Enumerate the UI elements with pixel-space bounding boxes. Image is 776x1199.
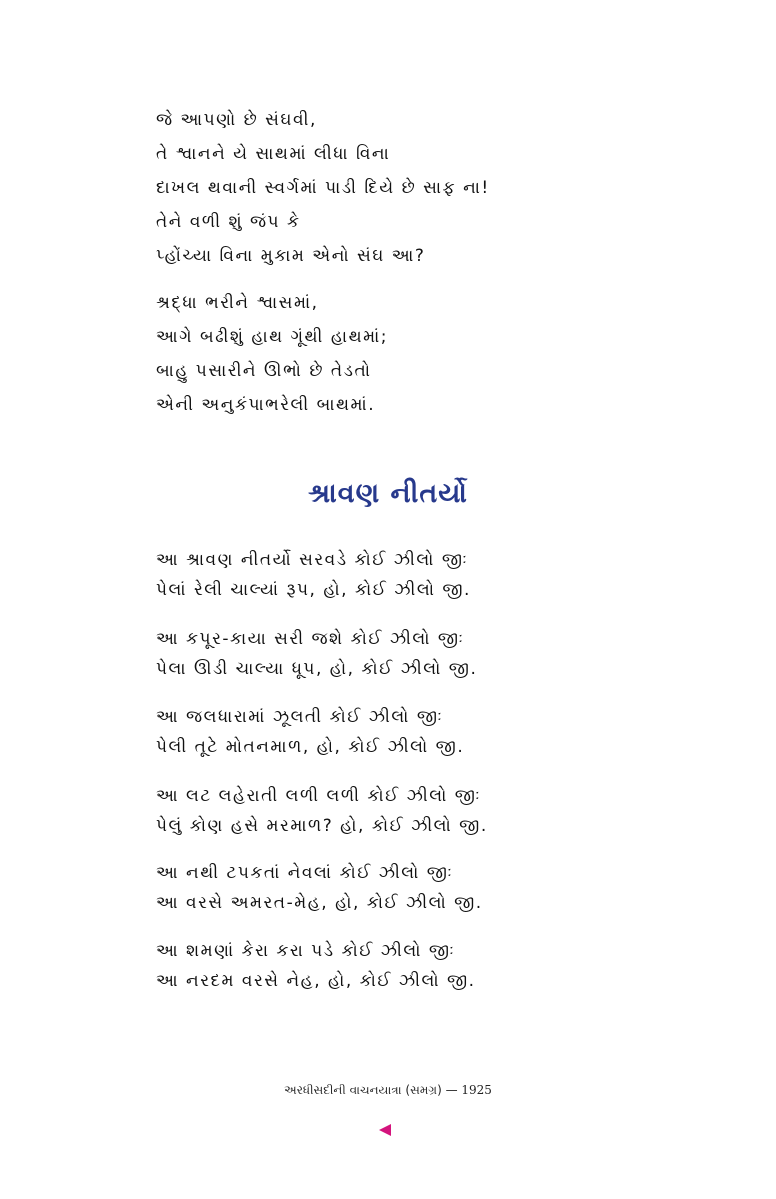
- book-title: અરધીસદીની વાચનયાત્રા (સમગ્ર): [284, 1083, 442, 1097]
- poem-line: શ્રદ્ધા ભરીને શ્વાસમાં,: [156, 293, 319, 313]
- poem-stanza: [156, 545, 471, 605]
- poem-line: આ શમણાં કેરા કરા પડે કોઈ ઝીલો જીઃ: [156, 941, 456, 961]
- poem-line: આ નથી ટપકતાં નેવલાં કોઈ ઝીલો જીઃ: [156, 863, 454, 883]
- poem-line: આ જલધારામાં ઝૂલતી કોઈ ઝીલો જીઃ: [156, 707, 444, 727]
- page-number: 1925: [461, 1083, 492, 1097]
- poem-line: પેલી તૂટે મોતનમાળ, હો, કોઈ ઝીલો જી.: [156, 737, 465, 757]
- poem-line: બાહુ પસારીને ઊભો છે તેડતો: [156, 361, 372, 381]
- footer-separator: —: [445, 1083, 458, 1097]
- poem-line: આગે બઢીશું હાથ ગૂંથી હાથમાં;: [156, 327, 389, 347]
- poem-line: તેને વળી શું જંપ કે: [156, 212, 301, 232]
- poem-stanza: [156, 286, 388, 422]
- poem-line: એની અનુકંપાભરેલી બાથમાં.: [156, 395, 376, 415]
- poem-line: આ કપૂર-કાયા સરી જશે કોઈ ઝીલો જીઃ: [156, 629, 465, 649]
- poem-title: શ્રાવણ નીતર્યો: [308, 478, 468, 509]
- poem-line: પેલાં રેલી ચાલ્યાં રૂપ, હો, કોઈ ઝીલો જી.: [156, 580, 471, 600]
- poem-line: આ નરદમ વરસે નેહ, હો, કોઈ ઝીલો જી.: [156, 971, 476, 991]
- poem-line: આ શ્રાવણ નીતર્યો સરવડે કોઈ ઝીલો જીઃ: [156, 550, 469, 570]
- poem-line: તે શ્વાનને યે સાથમાં લીધા વિના: [156, 144, 391, 164]
- poem-stanza: [156, 702, 464, 762]
- poem-line: પેલું કોણ હસે મરમાળ? હો, કોઈ ઝીલો જી.: [156, 816, 488, 836]
- poem-line: જે આપણો છે સંઘવી,: [156, 110, 317, 130]
- poem-line: આ લટ લહેરાતી લળી લળી કોઈ ઝીલો જીઃ: [156, 786, 482, 806]
- triangle-left-icon[interactable]: [379, 1124, 391, 1136]
- poem-line: દાખલ થવાની સ્વર્ગમાં પાડી દિયે છે સાફ ના!: [156, 178, 490, 198]
- page-footer: [0, 1083, 776, 1098]
- poem-line: આ વરસે અમરત-મેહ, હો, કોઈ ઝીલો જી.: [156, 893, 483, 913]
- poem-stanza: [156, 858, 483, 918]
- poem-line: પેલા ઊડી ચાલ્યા ધૂપ, હો, કોઈ ઝીલો જી.: [156, 659, 478, 679]
- poem-stanza: [156, 936, 476, 996]
- poem-stanza: [156, 624, 477, 684]
- poem-stanza: [156, 781, 488, 841]
- poem-stanza: [156, 103, 490, 273]
- poem-line: પ્હોંચ્યા વિના મુકામ એનો સંઘ આ?: [156, 246, 426, 266]
